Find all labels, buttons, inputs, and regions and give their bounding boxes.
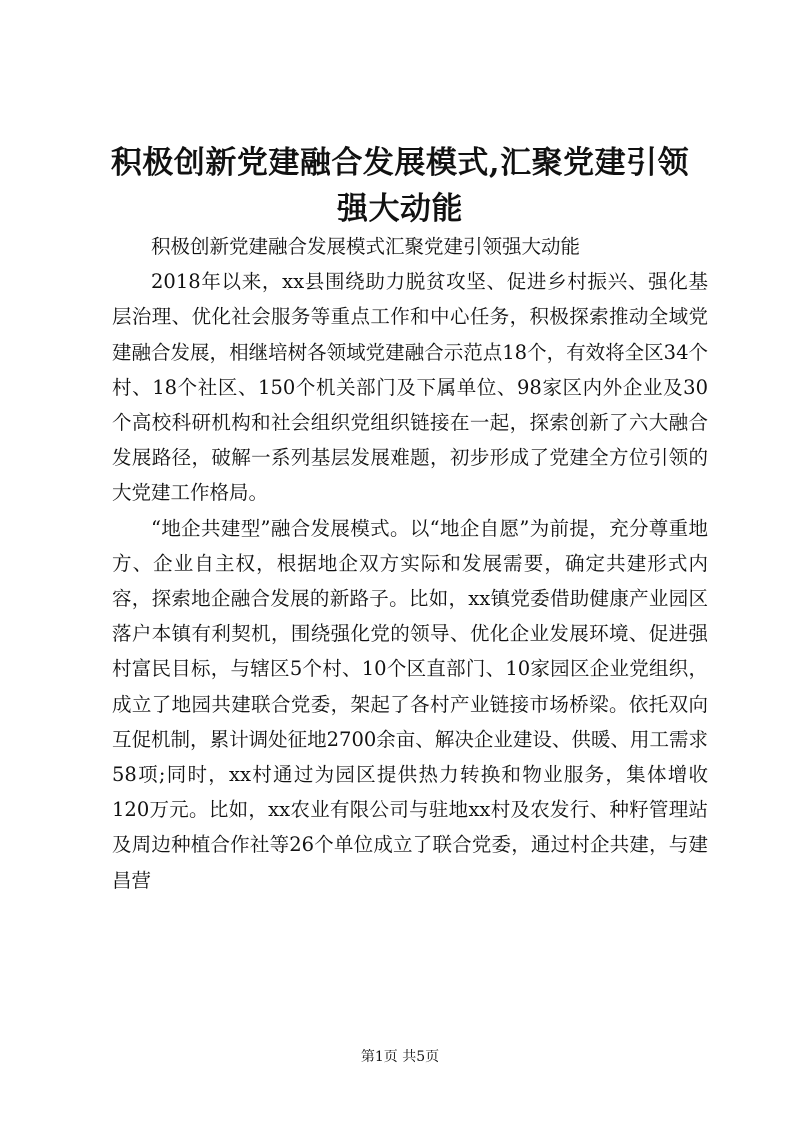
- paragraph-intro: 2018年以来，xx县围绕助力脱贫攻坚、促进乡村振兴、强化基层治理、优化社会服务等重点工作和中心任务，积极探索推动全域党建融合发展，相继培树各领域党建融合示范点18个，有效将全区34个村、18个社区、150个机关部门及下属单位、98家区内外企业及30个高校科研机构和社会组织党组织链接在一起，探索创新了六大融合发展路径，破解一系列基层发展难题，初步形成了党建全方位引领的大党建工作格局。: [112, 270, 708, 505]
- document-body: [112, 229, 708, 898]
- document-title: 积极创新党建融合发展模式,汇聚党建引领强大动能: [110, 145, 690, 227]
- page-footer: 第1页 共5页: [360, 1049, 440, 1065]
- paragraph-model: “地企共建型”融合发展模式。以“地企自愿”为前提，充分尊重地方、企业自主权，根据地企双方实际和发展需要，确定共建形式内容，探索地企融合发展的新路子。比如，xx镇党委借助健康产业园区落户本镇有利契机，围绕强化党的领导、优化企业发展环境、促进强村富民目标，与辖区5个村、10个区直部门、10家园区企业党组织，成立了地园共建联合党委，架起了各村产业链接市场桥梁。依托双向互促机制，累计调处征地2700余亩、解决企业建设、供暖、用工需求58项;同时，xx村通过为园区提供热力转换和物业服务，集体增收120万元。比如，xx农业有限公司与驻地xx村及农发行、种籽管理站及周边种植合作社等26个单位成立了联合党委，通过村企共建，与建昌营: [112, 516, 708, 892]
- document-subtitle: 积极创新党建融合发展模式汇聚党建引领强大动能: [151, 235, 581, 258]
